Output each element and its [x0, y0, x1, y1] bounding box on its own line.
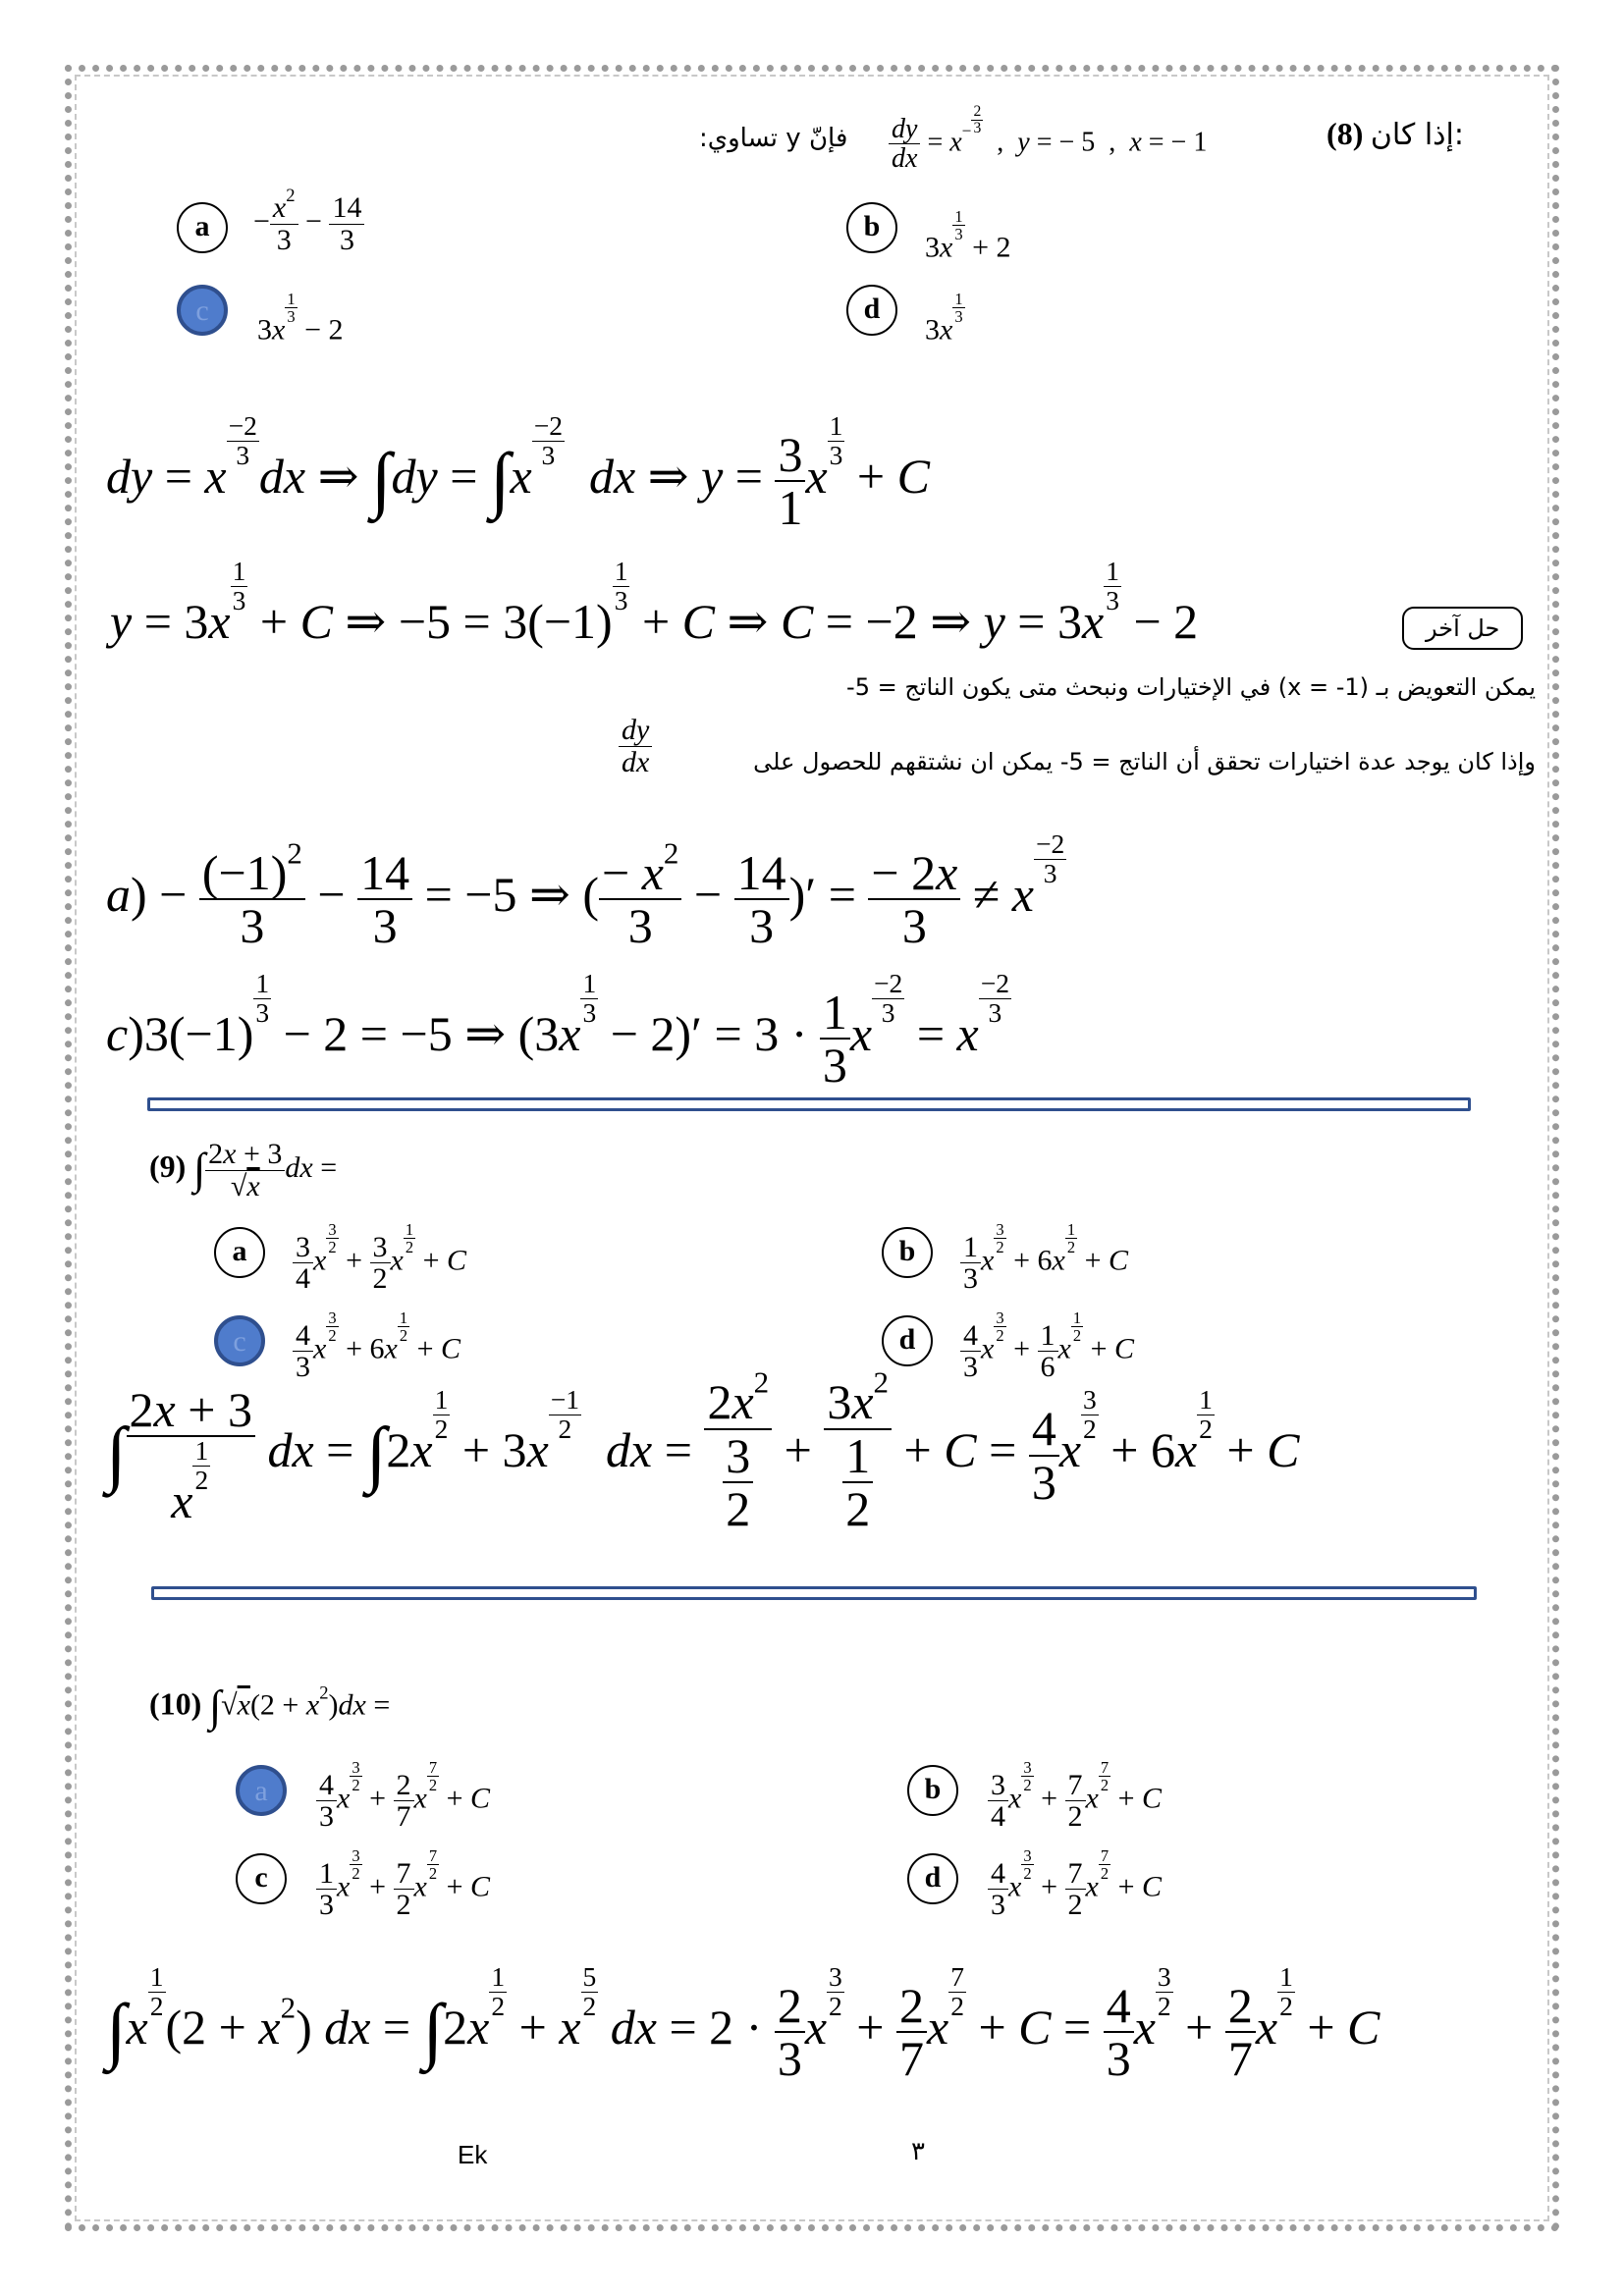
q8-option-c[interactable]: c [177, 285, 228, 336]
section-divider-1 [147, 1097, 1471, 1111]
q8-check-a: a) − $\frac{(-1)^2}{3}$ − $\frac{14}{3}$ = −5 ⇒ ( $\frac{- x^2}{3}$ − $\frac{14}{3}$ )′ = $\frac{- 2x}{3}$ ≠ x $\frac{-2}{3}$ [106, 828, 1065, 954]
q9-option-d-expr: $\frac{4}{3}$ x $\frac{3}{2}$ + $\frac{1}{6}$ x $\frac{1}{2}$ + C [960, 1309, 1134, 1383]
q8-condition: $\frac{dy}{dx}$ = $x^{- \frac{2}{3}}$ , y = − 5 , x = − 1 [889, 104, 1207, 174]
q9-solution: ∫ 2x + 3 x $\frac{1}{2}$ dx = ∫2x $\frac{1}{2}$ + 3x $\frac{-1}{2}$ dx = $\frac{2x^2}{\frac{3}{2}}$ + $\frac{3x^2}{\frac{1}{2}}$ + C = $\frac{4}{3}$ x $\frac{3}{2}$ + 6x $\frac{1}{2}$ + C [106, 1364, 1300, 1536]
q8-note-1: يمكن التعويض بـ (1- = x) في الإختيارات ونبحث متى يكون الناتج = 5- [846, 673, 1536, 701]
q10-option-d-expr: $\frac{4}{3}$ x $\frac{3}{2}$ + $\frac{7}{2}$ x $\frac{7}{2}$ + C [988, 1847, 1162, 1921]
footer-author: Ek [458, 2140, 488, 2169]
footer-page-number: ٣ [911, 2136, 925, 2165]
alternative-solution-button[interactable]: حل آخر [1402, 607, 1523, 650]
section-divider-2 [151, 1586, 1477, 1600]
q8-solution-line1: dy = x $\frac{-2}{3}$ dx ⇒ ∫dy = ∫x $\frac{-2}{3}$ dx ⇒ y = $\frac{3}{1}$ x $\frac{1}{3}$ + C [106, 410, 930, 536]
q9-option-b[interactable]: b [882, 1227, 933, 1278]
q10-stem: (10) $\int√x(2 + x^2)dx$ = [149, 1682, 391, 1731]
q9-option-b-expr: $\frac{1}{3}$ x $\frac{3}{2}$ + 6x $\frac{1}{2}$ + C [960, 1221, 1128, 1295]
q10-option-a-expr: $\frac{4}{3}$ x $\frac{3}{2}$ + $\frac{2}{7}$ x $\frac{7}{2}$ + C [316, 1759, 490, 1833]
q8-number: (8) [1326, 116, 1364, 151]
q9-option-c-expr: $\frac{4}{3}$ x $\frac{3}{2}$ + 6x $\frac{1}{2}$ + C [293, 1309, 460, 1383]
q10-number: (10) [149, 1685, 202, 1722]
q9-option-a-expr: $\frac{3}{4}$ x $\frac{3}{2}$ + $\frac{3}{2}$ x $\frac{1}{2}$ + C [293, 1221, 466, 1295]
q8-option-d-expr: 3x $\frac{1}{3}$ [925, 290, 963, 347]
q10-option-b-expr: $\frac{3}{4}$ x $\frac{3}{2}$ + $\frac{7}{2}$ x $\frac{7}{2}$ + C [988, 1759, 1162, 1833]
q8-note-fraction: $\frac{dy}{dx}$ [619, 715, 652, 777]
q8-solution-line2: y = 3x $\frac{1}{3}$ + C ⇒ −5 = 3(−1) $\frac{1}{3}$ + C ⇒ C = −2 ⇒ y = 3x $\frac{1}{3}$ − 2 [110, 556, 1199, 649]
q8-option-c-expr: 3x $\frac{1}{3}$ − 2 [257, 290, 344, 347]
q10-option-a[interactable]: a [236, 1765, 287, 1816]
q9-option-d[interactable]: d [882, 1315, 933, 1366]
q10-option-c[interactable]: c [236, 1853, 287, 1904]
q10-option-c-expr: $\frac{1}{3}$ x $\frac{3}{2}$ + $\frac{7}{2}$ x $\frac{7}{2}$ + C [316, 1847, 490, 1921]
q9-option-c[interactable]: c [214, 1315, 265, 1366]
q8-stem [1326, 116, 1464, 152]
q9-option-a[interactable]: a [214, 1227, 265, 1278]
q8-option-b-expr: 3x $\frac{1}{3}$ + 2 [925, 207, 1011, 264]
q8-stem-suffix: فإنّ y تساوي: [699, 124, 848, 153]
q9-number: (9) [149, 1148, 187, 1184]
q8-option-a-expr: − $\frac{x^2}{3}$ − $\frac{14}{3}$ [253, 192, 364, 255]
q8-note-2: وإذا كان يوجد عدة اختيارات تحقق أن الناتج = 5- يمكن ان نشتقهم للحصول على [753, 748, 1536, 775]
q8-stem-prefix: إذا كان: [1370, 118, 1464, 152]
q10-option-b[interactable]: b [907, 1765, 958, 1816]
q9-stem: (9) ∫ $\frac{2x + 3}{√x}$ dx = [149, 1138, 338, 1202]
q8-option-a[interactable]: a [177, 202, 228, 253]
q8-check-c: c)3(−1) $\frac{1}{3}$ − 2 = −5 ⇒ (3x $\frac{1}{3}$ − 2)′ = 3 · $\frac{1}{3}$ x $\frac{-2}{3}$ = x $\frac{-2}{3}$ [106, 968, 1009, 1094]
q8-option-b[interactable]: b [846, 202, 897, 253]
q8-option-d[interactable]: d [846, 285, 897, 336]
q10-solution: ∫x $\frac{1}{2}$ $(2 + x^2)$ dx = ∫2x $\frac{1}{2}$ + x $\frac{5}{2}$ dx = 2 · $\frac{2}{3}$ x $\frac{3}{2}$ + $\frac{2}{7}$ x $\frac{7}{2}$ + C = $\frac{4}{3}$ x $\frac{3}{2}$ + $\frac{2}{7}$ x $\frac{1}{2}$ + C [106, 1961, 1380, 2087]
q10-option-d[interactable]: d [907, 1853, 958, 1904]
